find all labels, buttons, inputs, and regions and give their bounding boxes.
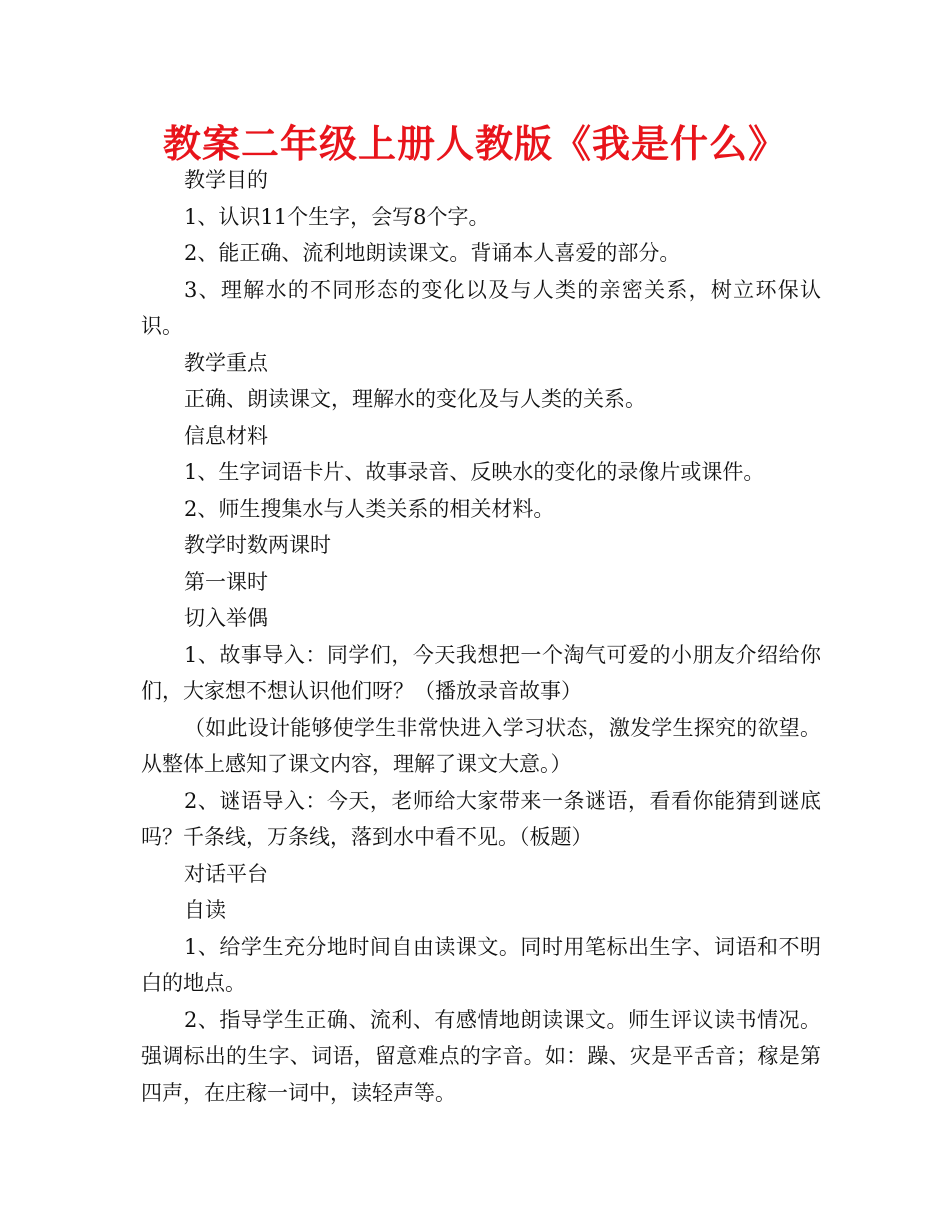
section-heading: 教学重点 [184,350,268,375]
section-heading: 切入举偶 [184,606,268,630]
document-title: 教案二年级上册人教版《我是什么》 [162,122,787,166]
section-heading: 对话平台 [184,861,268,886]
paragraph: 1、给学生充分地时间自由读课文。同时用笔标出生字、词语和不明白的地点。 [141,934,821,995]
paragraph: （如此设计能够使学生非常快进入学习状态，激发学生探究的欲望。从整体上感知了课文内容，理解了课文大意。） [141,715,821,776]
paragraph: 1、生字词语卡片、故事录音、反映水的变化的录像片或课件。 [184,460,765,484]
document-body [141,162,821,1111]
section-heading: 教学时数两课时 [184,533,331,557]
section-heading: 教学目的 [184,168,268,192]
paragraph: 正确、朗读课文，理解水的变化及与人类的关系。 [184,387,646,411]
paragraph: 1、认识11个生字，会写8个字。 [184,204,490,229]
paragraph: 3、理解水的不同形态的变化以及与人类的亲密关系，树立环保认识。 [141,277,821,338]
paragraph: 1、故事导入：同学们，今天我想把一个淘气可爱的小朋友介绍给你们，大家想不想认识他们呀？（播放录音故事） [141,642,821,703]
paragraph: 2、谜语导入：今天，老师给大家带来一条谜语，看看你能猜到谜底吗？千条线，万条线，落到水中看不见。（板题） [141,788,821,849]
paragraph: 2、能正确、流利地朗读课文。背诵本人喜爱的部分。 [184,241,681,265]
section-heading: 自读 [184,898,226,922]
paragraph: 2、指导学生正确、流利、有感情地朗读课文。师生评议读书情况。强调标出的生字、词语，留意难点的字音。如：躁、灾是平舌音；稼是第四声，在庄稼一词中，读轻声等。 [141,1007,821,1105]
section-heading: 第一课时 [184,569,268,594]
section-heading: 信息材料 [184,423,268,448]
paragraph: 2、师生搜集水与人类关系的相关材料。 [184,496,555,521]
